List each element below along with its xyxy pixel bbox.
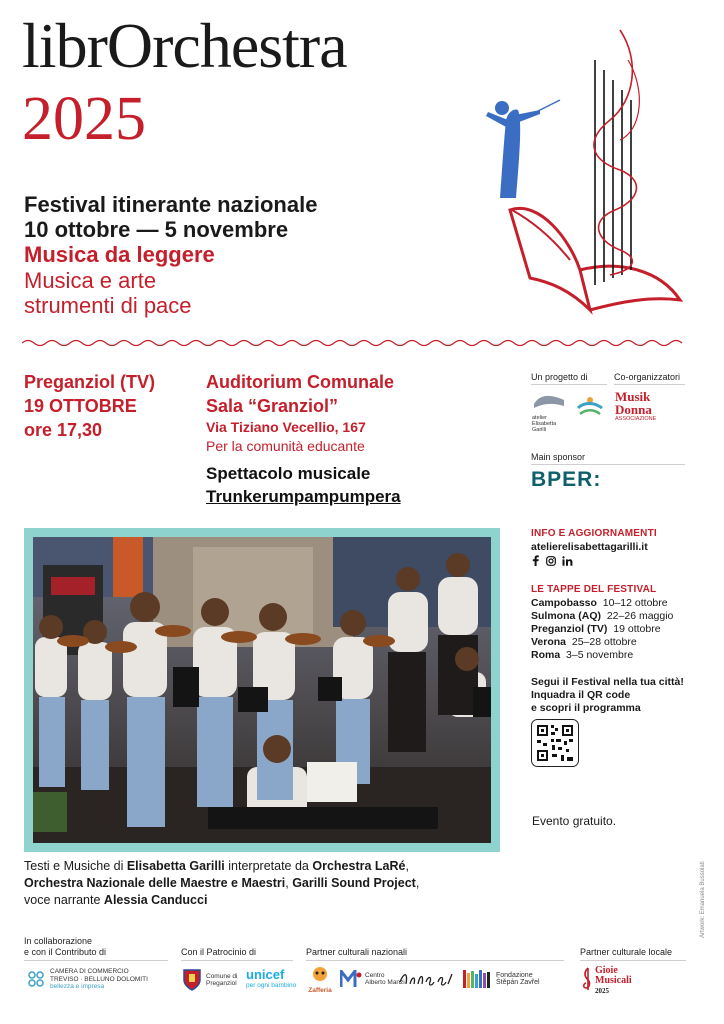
atelier-logo-icon (532, 392, 566, 410)
festival-subtitle: Festival itinerante nazionale (24, 192, 318, 217)
instagram-icon[interactable] (546, 556, 556, 566)
show-label: Spettacolo musicale (206, 464, 371, 483)
camera-commercio-logo (26, 968, 148, 991)
logo-text: Štěpán Zavřel (496, 979, 540, 986)
tappa-item (531, 636, 691, 649)
credits-text: Testi e Musiche di (24, 859, 127, 873)
musik-donna-logo (615, 390, 685, 422)
festival-title: librOrchestra (22, 10, 347, 81)
tappa-dates: 10–12 ottobre (602, 597, 668, 609)
facebook-icon[interactable] (531, 555, 540, 566)
footer-label-line: In collaborazione (24, 936, 93, 946)
tappa-item (531, 610, 691, 623)
rule (614, 384, 685, 385)
gioie-musicali-logo (581, 966, 632, 996)
venue-name: Auditorium Comunale (206, 372, 394, 392)
festival-tagline-1: Musica e arte (24, 268, 157, 293)
festival-year: 2025 (22, 85, 146, 153)
qr-cta-line3: e scopri il programma (531, 702, 641, 714)
fondazione-icon (462, 968, 492, 990)
tappa-city: Preganziol (TV) (531, 623, 608, 635)
project-label: Un progetto di (531, 372, 588, 382)
logo-text: 2025 (595, 987, 609, 995)
event-date: 19 OTTOBRE (24, 396, 137, 416)
rule (580, 960, 686, 961)
zafferia-logo (306, 966, 334, 995)
credits-author: Elisabetta Garilli (126, 859, 225, 873)
footer-col3-label: Partner culturali nazionali (306, 947, 408, 957)
wavy-divider (22, 338, 686, 348)
treble-clef-icon (581, 966, 593, 992)
rule (24, 960, 168, 961)
atelier-logo-text: atelier Elisabetta Garilli (532, 415, 557, 433)
tappa-item (531, 623, 691, 636)
credits-orchestra: Orchestra Nazionale delle Maestre e Maestri (24, 876, 286, 890)
logo-text: CAMERA DI COMMERCIO (50, 968, 129, 975)
bper-logo: BPER: (531, 468, 602, 491)
credits-orchestra: Garilli Sound Project (292, 876, 416, 890)
festival-tagline-2: strumenti di pace (24, 293, 192, 318)
atelier-logo (532, 392, 566, 433)
orchestra-photo (33, 537, 491, 843)
logo-text: bellezza e impresa (50, 983, 105, 990)
venue-address: Via Tiziano Vecellio, 167 (206, 419, 366, 435)
logo-text: Comune di (206, 972, 238, 980)
logo-text: TREVISO · BELLUNO DOLOMITI (50, 975, 148, 983)
info-website[interactable]: atelierelisabettagarilli.it (531, 541, 648, 553)
social-icons (531, 555, 573, 566)
show-info (206, 462, 401, 508)
comune-logo (182, 968, 237, 992)
tappe-heading: LE TAPPE DEL FESTIVAL (531, 584, 657, 595)
rule (181, 960, 293, 961)
qr-cta (531, 676, 684, 715)
unicef-wordmark: unicef (246, 967, 285, 982)
logo-text: Gioie (595, 965, 618, 976)
linkedin-icon[interactable] (562, 556, 573, 566)
venue-hall: Sala “Granziol” (206, 396, 339, 416)
tappa-dates: 22–26 maggio (606, 610, 674, 622)
rule (531, 464, 685, 465)
artwork-credit: Artwork: Emanuela Bussolati (700, 861, 706, 938)
logo-text: Zafferia (308, 987, 332, 994)
conductor-book-illustration (470, 20, 700, 330)
credits-text: , (415, 876, 420, 890)
musik-donna-name: Musik Donna (615, 389, 652, 417)
centro-manzi-icon (340, 970, 362, 988)
event-city: Preganziol (TV) (24, 372, 156, 392)
festival-dates: 10 ottobre — 5 novembre (24, 217, 289, 242)
festival-intro (24, 192, 464, 318)
sponsor-label: Main sponsor (531, 452, 586, 462)
centro-manzi-logo (340, 970, 405, 988)
crest-icon (182, 968, 202, 992)
credits-text: , (285, 876, 293, 890)
tappa-item (531, 649, 691, 662)
tappa-dates: 25–28 ottobre (571, 636, 637, 648)
footer-col1-label (24, 936, 106, 958)
tappa-item (531, 597, 691, 610)
qr-cta-line2: Inquadra il QR code (531, 689, 631, 701)
tappa-city: Campobasso (531, 597, 597, 609)
rule (531, 384, 607, 385)
show-title: Trunkerumpampumpera (206, 487, 401, 506)
qr-code[interactable] (531, 719, 579, 767)
credits-narrator: Alessia Canducci (103, 893, 208, 907)
coorg-label: Co-organizzatori (614, 372, 681, 382)
event-when-where (24, 370, 155, 442)
tappa-city: Roma (531, 649, 561, 661)
wave-logo-icon (576, 392, 604, 420)
chamber-logo-icon (26, 969, 46, 989)
rule (306, 960, 564, 961)
tappa-city: Sulmona (AQ) (531, 610, 601, 622)
tappa-dates: 3–5 novembre (566, 649, 634, 661)
info-heading: INFO E AGGIORNAMENTI (531, 528, 657, 539)
qr-cta-line1: Segui il Festival nella tua città! (531, 676, 684, 688)
venue-audience: Per la comunità educante (206, 438, 365, 454)
tappa-dates: 19 ottobre (613, 623, 661, 635)
logo-text: Musicali (595, 975, 632, 986)
event-venue (206, 370, 506, 455)
logo-text: Centro (365, 971, 385, 979)
footer-col2-label: Con il Patrocinio di (181, 947, 257, 957)
partner-logo (576, 392, 604, 426)
credits-text: interpretate da (224, 859, 313, 873)
footer-label-line: e con il Contributo di (24, 947, 107, 957)
credits-text: voce narrante (24, 893, 104, 907)
logo-text: Preganziol (206, 980, 237, 987)
tappe-list (531, 597, 691, 662)
zafferia-icon (310, 966, 330, 982)
tappa-city: Verona (531, 636, 567, 648)
handwritten-partner-logo (398, 970, 454, 988)
credits (24, 858, 544, 909)
festival-theme: Musica da leggere (24, 242, 215, 267)
unicef-logo (246, 968, 296, 990)
logo-text: Fondazione (496, 971, 533, 979)
free-event: Evento gratuito. (532, 814, 617, 828)
logo-text: Alberto Manzi (365, 979, 405, 986)
event-time: ore 17,30 (24, 420, 103, 440)
musik-donna-sub: ASSOCIAZIONE (615, 416, 657, 422)
credits-orchestra: Orchestra LaRé (312, 859, 406, 873)
logo-text: per ogni bambino (246, 982, 297, 989)
credits-text: , (405, 859, 409, 873)
fondazione-zavrel-logo (462, 968, 540, 990)
footer-col4-label: Partner culturale locale (580, 947, 673, 957)
